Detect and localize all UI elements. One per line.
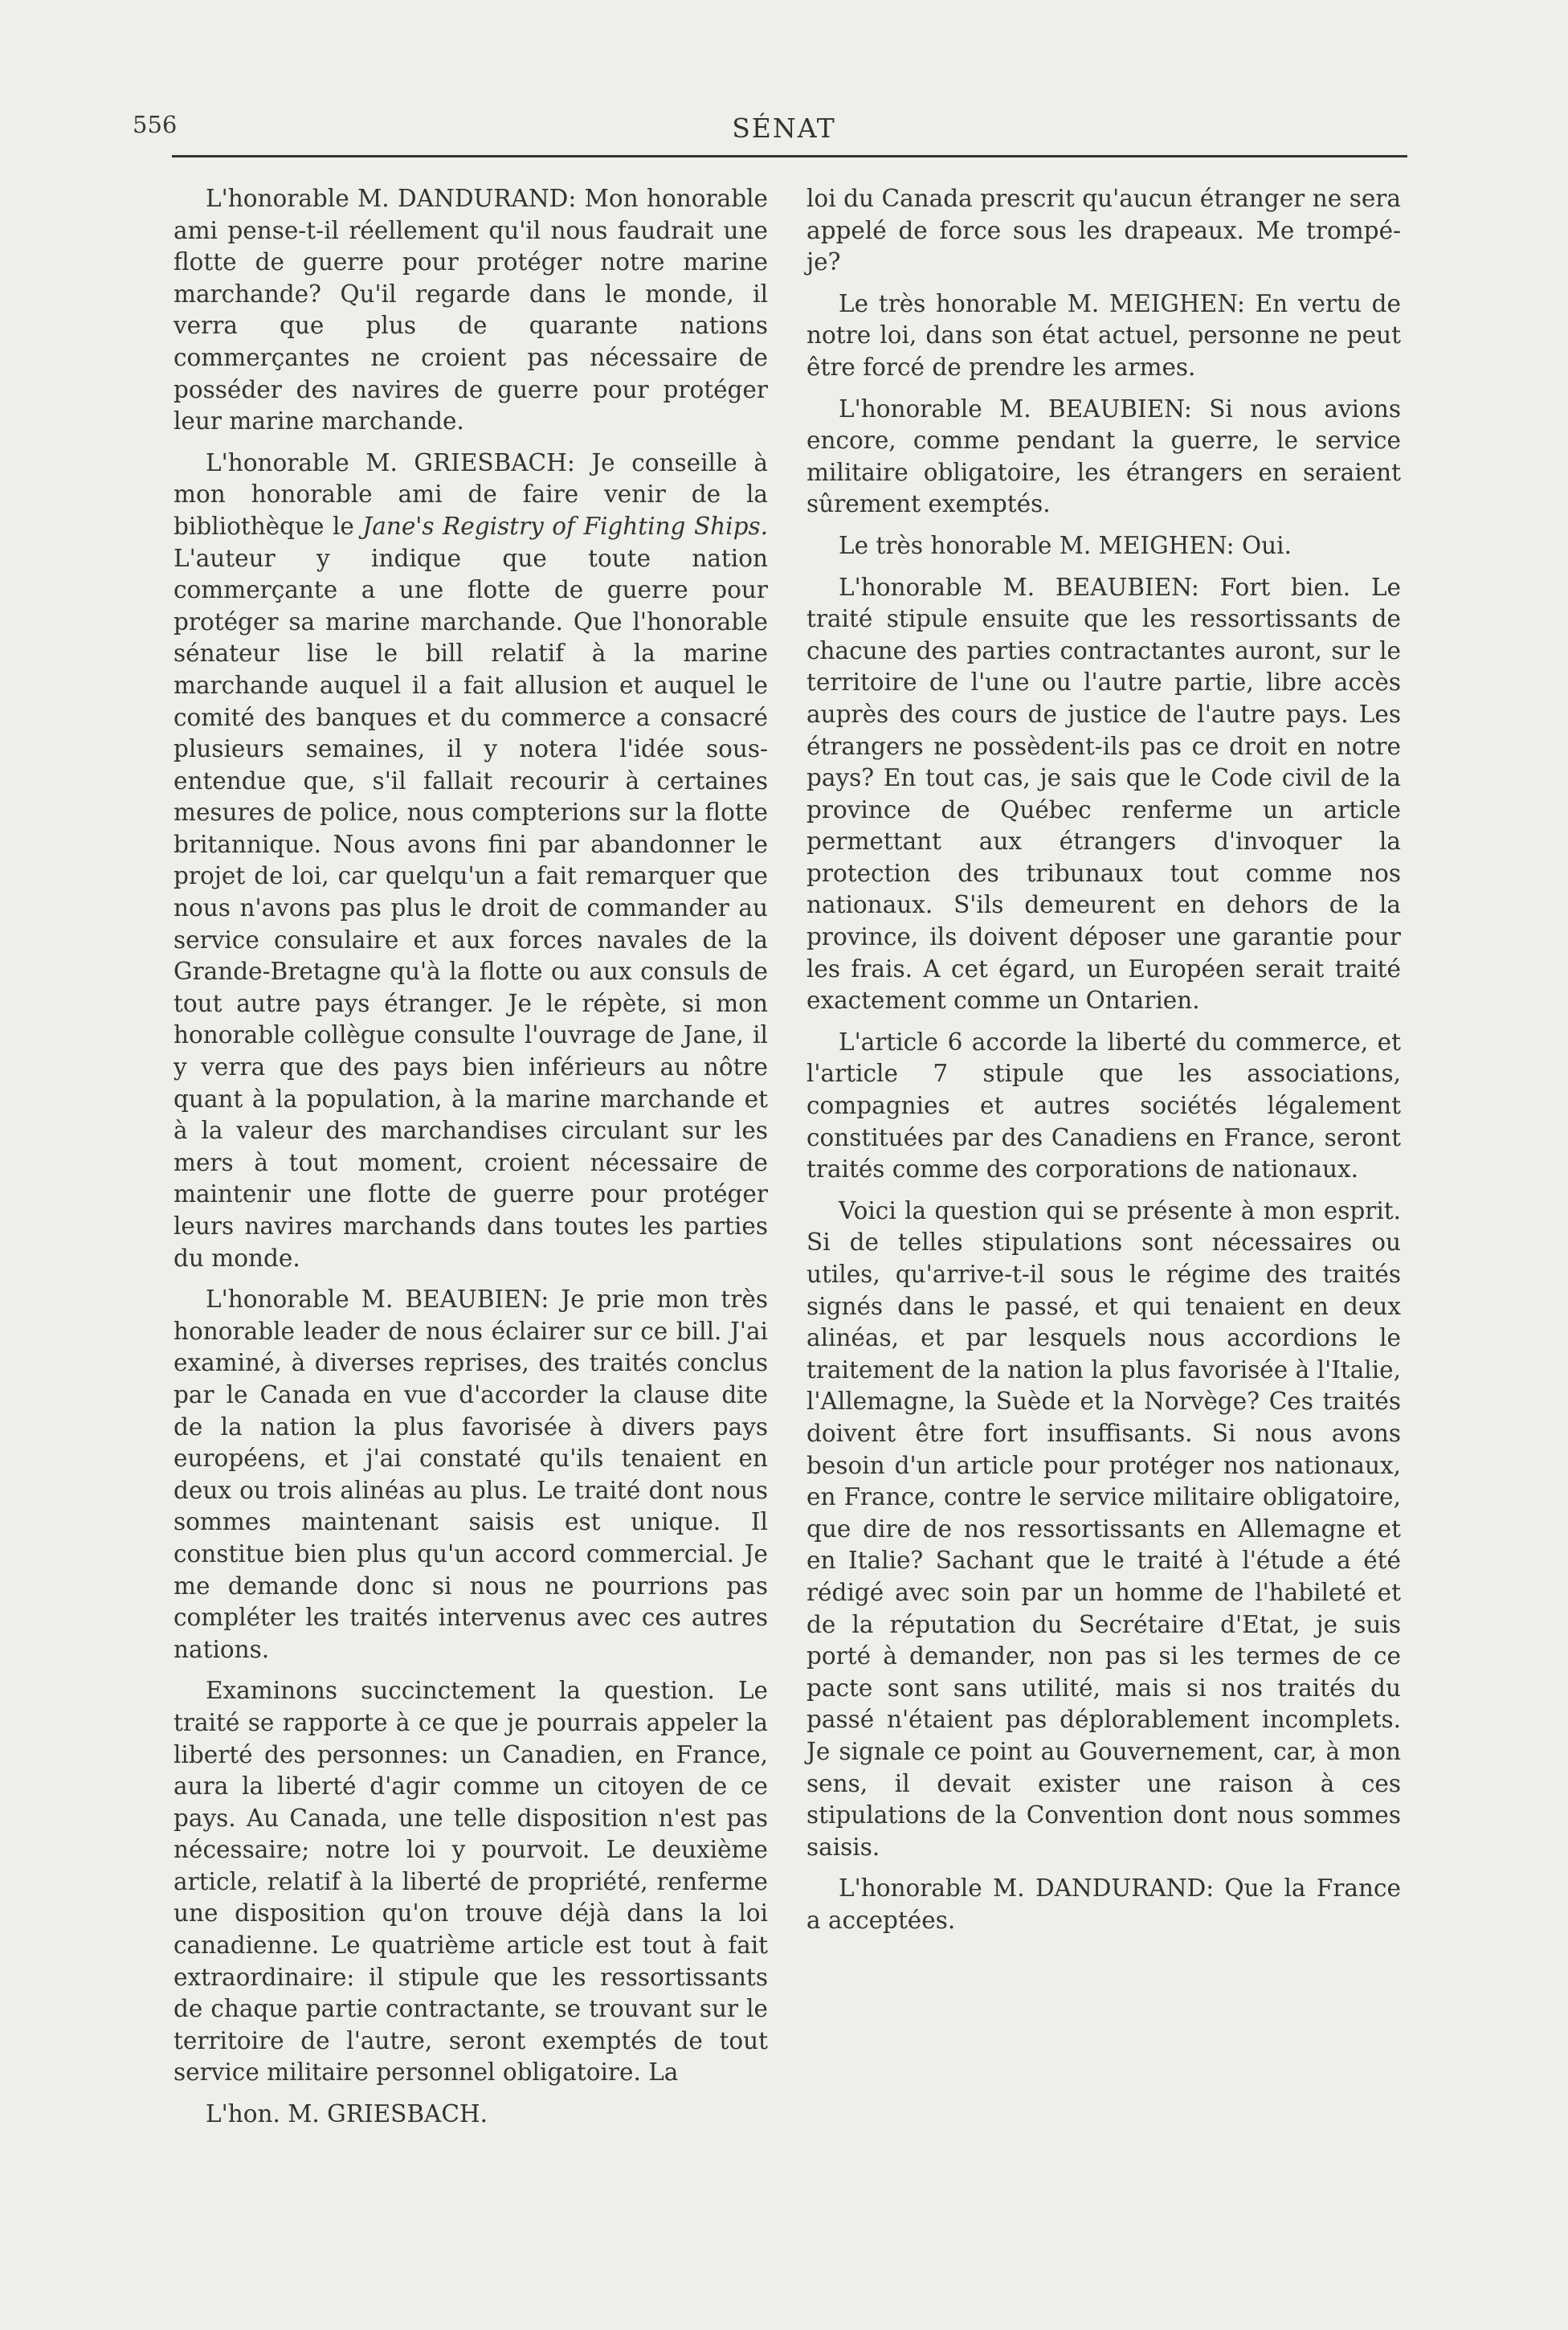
paragraph-article-6: L'article 6 accorde la liberté du commerce, et l'article 7 stipule que les associations, compagnies et autres sociétés légalement constituées par des Canadiens en France, seront traités comme des corporations de nationaux. xyxy=(806,1028,1401,1183)
paragraph-beaubien-3: L'honorable M. BEAUBIEN: Si nous avions encore, comme pendant la guerre, le service militaire obligatoire, les étrangers en seraient sûrement exemptés. xyxy=(806,394,1401,518)
paragraph-beaubien-1: L'honorable M. BEAUBIEN: Je prie mon très honorable leader de nous éclairer sur ce bill. J'ai examiné, à diverses reprises, des traités conclus par le Canada en vue d'accorder la clause dite de la nation la plus favorisée à divers pays européens, et j'ai constaté qu'ils tenaient en deux ou trois alinéas au plus. Le traité dont nous sommes maintenant saisis est unique. Il constitue bien plus qu'un accord commercial. Je me demande donc si nous ne pourrions pas compléter les traités intervenus avec ces autres nations. xyxy=(174,1286,768,1663)
right-column xyxy=(806,183,1401,1946)
page-number: 556 xyxy=(133,111,178,138)
paragraph-continued: loi du Canada prescrit qu'aucun étranger ne sera appelé de force sous les drapeaux. Me trompé-je? xyxy=(806,185,1401,276)
paragraph-meighen-1: Le très honorable M. MEIGHEN: En vertu de notre loi, dans son état actuel, personne ne peut être forcé de prendre les armes. xyxy=(806,289,1401,381)
paragraph-dandurand-2: L'honorable M. DANDURAND: Que la France a acceptées. xyxy=(806,1874,1401,1934)
header-rule xyxy=(172,155,1407,157)
paragraph-beaubien-4: L'honorable M. BEAUBIEN: Fort bien. Le traité stipule ensuite que les ressortissants de chacune des parties contractantes auront, sur le territoire de l'une ou l'autre partie, libre accès auprès des cours de justice de l'autre pays. Les étrangers ne possèdent-ils pas ce droit en notre pays? En tout cas, je sais que le Code civil de la province de Québec renferme un article permettant aux étrangers d'invoquer la protection des tribunaux tout comme nos nationaux. S'ils demeurent en dehors de la province, ils doivent déposer une garantie pour les frais. A cet égard, un Européen serait traité exactement comme un Ontarien. xyxy=(806,573,1401,1015)
paragraph-meighen-2: Le très honorable M. MEIGHEN: Oui. xyxy=(839,531,1292,559)
left-column xyxy=(174,183,768,2140)
column-footer-speaker: L'hon. M. GRIESBACH. xyxy=(206,2100,488,2128)
paragraph-griesbach xyxy=(174,448,768,1274)
paragraph-beaubien-2: Examinons succinctement la question. Le traité se rapporte à ce que je pourrais appeler la liberté des personnes: un Canadien, en France, aura la liberté d'agir comme un citoyen de ce pays. Au Canada, une telle disposition n'est pas nécessaire; notre loi y pourvoit. Le deuxième article, relatif à la liberté de propriété, renferme une disposition qu'on trouve déjà dans la loi canadienne. Le quatrième article est tout à fait extraordinaire: il stipule que les ressortissants de chaque partie contractante, se trouvant sur le territoire de l'autre, seront exemptés de tout service militaire personnel obligatoire. La xyxy=(174,1677,768,2087)
paragraph-text: L'auteur y indique que toute nation commerçante a une flotte de guerre pour protéger sa marine marchande. Que l'honorable sénateur lise le bill relatif à la marine marchande auquel il a fait allusion et auquel le comité des banques et du commerce a consacré plusieurs semaines, il y notera l'idée sous-entendue que, s'il fallait recourir à certaines mesures de police, nous compterions sur la flotte britannique. Nous avons fini par abandonner le projet de loi, car quelqu'un a fait remarquer que nous n'avons pas plus le droit de commander au service consulaire et aux forces navales de la Grande-Bretagne qu'à la flotte ou aux consuls de tout autre pays étranger. Je le répète, si mon honorable collègue consulte l'ouvrage de Jane, il y verra que des pays bien inférieurs au nôtre quant à la population, à la marine marchande et à la valeur des marchandises circulant sur les mers à tout moment, croient nécessaire de maintenir une flotte de guerre pour protéger leurs navires marchands dans toutes les parties du monde. xyxy=(174,544,768,1272)
paragraph-question: Voici la question qui se présente à mon esprit. Si de telles stipulations sont nécessaires ou utiles, qu'arrive-t-il sous le régime des traités signés dans le passé, et qui tenaient en deux alinéas, et par lesquels nous accordions le traitement de la nation la plus favorisée à l'Italie, l'Allemagne, la Suède et la Norvège? Ces traités doivent être fort insuffisants. Si nous avons besoin d'un article pour protéger nos nationaux, en France, contre le service militaire obligatoire, que dire de nos ressortissants en Allemagne et en Italie? Sachant que le traité à l'étude a été rédigé avec soin par un homme de l'habileté et de la réputation du Secrétaire d'Etat, je suis porté à demander, non pas si les termes de ce pacte sont sans utilité, mais si nos traités du passé n'étaient pas déplorablement incomplets. Je signale ce point au Gouvernement, car, à mon sens, il devait exister une raison à ces stipulations de la Convention dont nous sommes saisis. xyxy=(806,1196,1401,1861)
running-title: SÉNAT xyxy=(732,112,836,144)
paragraph-dandurand-1: L'honorable M. DANDURAND: Mon honorable ami pense-t-il réellement qu'il nous faudrait une flotte de guerre pour protéger notre marine marchande? Qu'il regarde dans le monde, il verra que plus de quarante nations commerçantes ne croient pas nécessaire de posséder des navires de guerre pour protéger leur marine marchande. xyxy=(174,185,768,435)
book-title: Jane's Registry of Fighting Ships. xyxy=(362,512,768,540)
paragraph-text: L'honorable M. GRIESBACH: Je conseille à mon honorable ami de faire venir de la bibliothèque le xyxy=(174,448,768,540)
